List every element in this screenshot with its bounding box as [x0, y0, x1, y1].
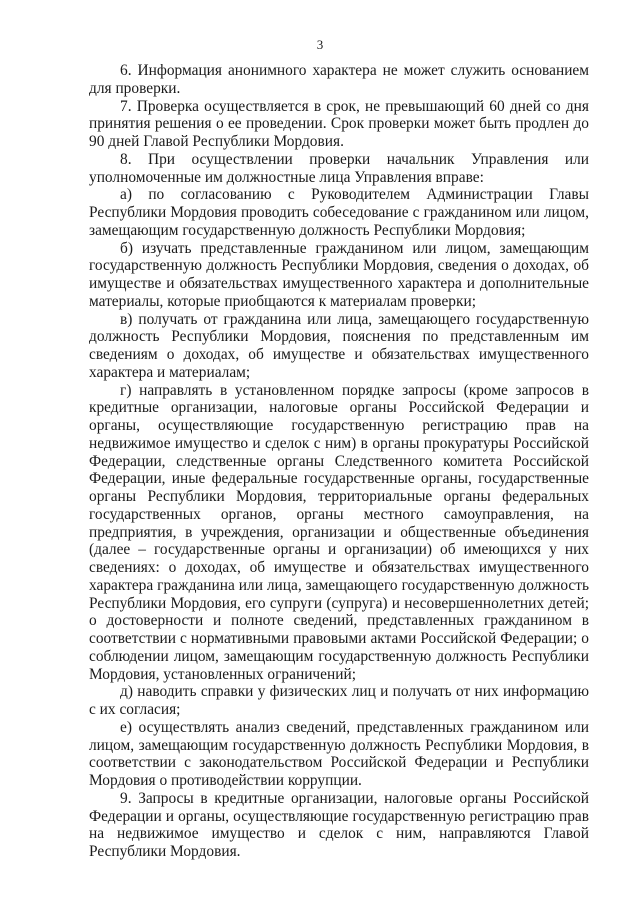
paragraph-8e: е) осуществлять анализ сведений, представленных гражданином или лицом, замещающим государственную должность Республики Мордовия, в соответствии с законодательством Российской Федерации и Республики Мордовия о противодействии коррупции.: [89, 718, 589, 789]
paragraph-8g: г) направлять в установленном порядке запросы (кроме запросов в кредитные организации, налоговые органы Российской Федерации и органы, осуществляющие государственную регистрацию прав на недвижимое имущество и сделок с ним) в органы прокуратуры Российской Федерации, следственные органы Следственного комитета Российской Федерации, иные федеральные государственные органы, государственные органы Республики Мордовия, территориальные органы федеральных государственных органов, органы местного самоуправления, на предприятия, в учреждения, организации и общественные объединения (далее – государственные органы и организации) об имеющихся у них сведениях: о доходах, об имуществе и обязательствах имущественного характера гражданина или лица, замещающего государственную должность Республики Мордовия, его супруги (супруга) и несовершеннолетних детей; о достоверности и полноте сведений, представленных гражданином в соответствии с нормативными правовыми актами Российской Федерации; о соблюдении лицом, замещающим государственную должность Республики Мордовия, установленных ограничений;: [89, 381, 589, 683]
paragraph-8a: а) по согласованию с Руководителем Администрации Главы Республики Мордовия проводить собеседование с гражданином или лицом, замещающим государственную должность Республики Мордовия;: [89, 186, 589, 239]
paragraph-7: 7. Проверка осуществляется в срок, не превышающий 60 дней со дня принятия решения о ее проведении. Срок проверки может быть продлен до 90 дней Главой Республики Мордовия.: [89, 97, 589, 150]
paragraph-6: 6. Информация анонимного характера не может служить основанием для проверки.: [89, 62, 589, 97]
paragraph-8v: в) получать от гражданина или лица, замещающего государственную должность Республики Мордовия, пояснения по представленным им сведениям о доходах, об имуществе и обязательствах имущественного характера и материалам;: [89, 310, 589, 381]
paragraph-9: 9. Запросы в кредитные организации, налоговые органы Российской Федерации и органы, осуществляющие государственную регистрацию прав на недвижимое имущество и сделок с ним, направляются Главой Республики Мордовия.: [89, 789, 589, 860]
paragraph-8d: д) наводить справки у физических лиц и получать от них информацию с их согласия;: [89, 683, 589, 718]
page-number: 3: [316, 37, 324, 52]
paragraph-8b: б) изучать представленные гражданином или лицом, замещающим государственную должность Республики Мордовия, сведения о доходах, об имуществе и обязательствах имущественного характера и дополнительные материалы, которые приобщаются к материалам проверки;: [89, 239, 589, 310]
paragraph-8: 8. При осуществлении проверки начальник Управления или уполномоченные им должностные лица Управления вправе:: [89, 150, 589, 186]
document-body: [89, 62, 589, 861]
